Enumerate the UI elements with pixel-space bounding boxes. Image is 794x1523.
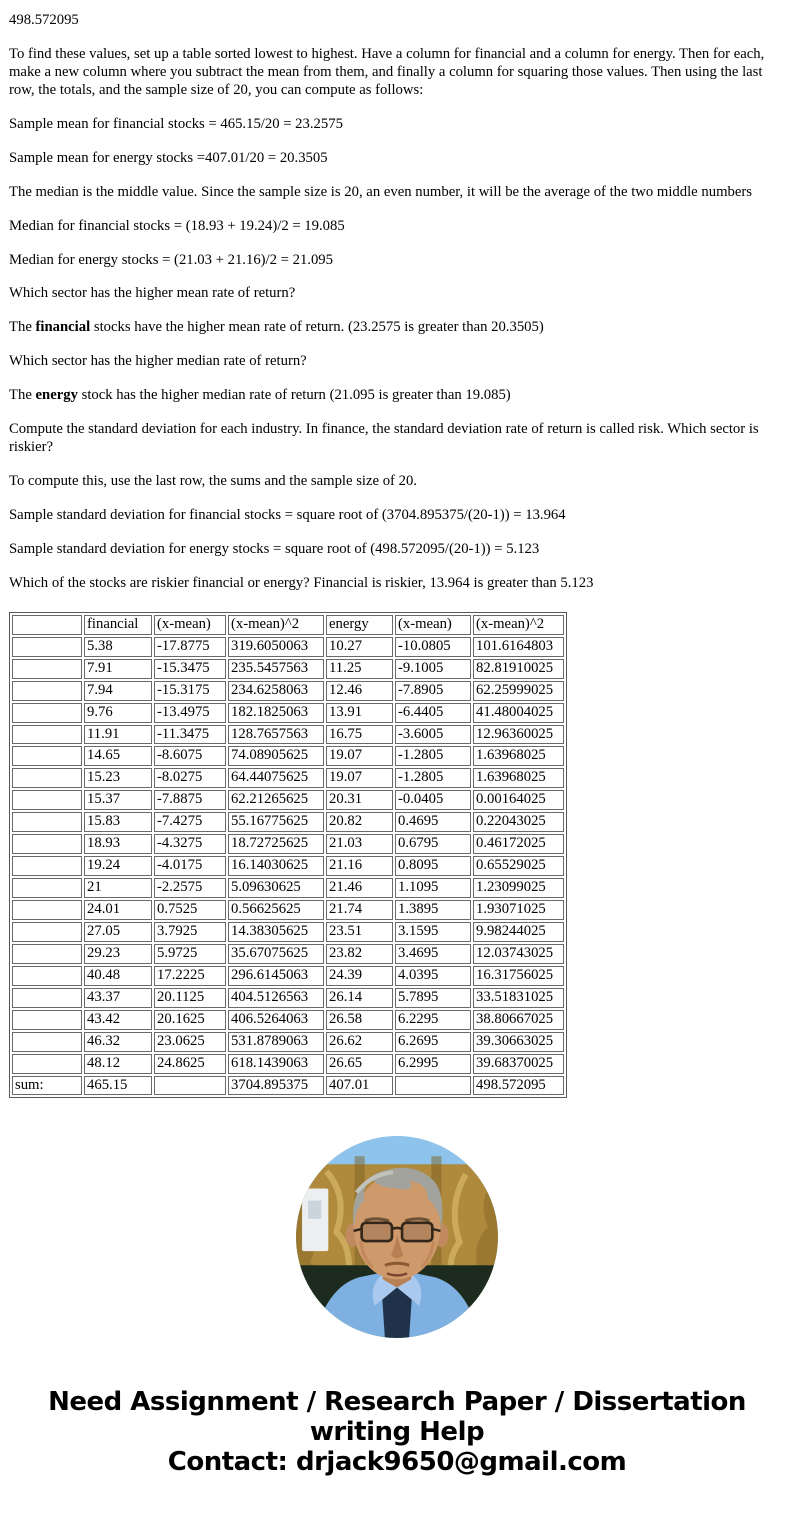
table-cell	[12, 659, 82, 679]
table-cell: 5.09630625	[228, 878, 324, 898]
sd-method-line: To compute this, use the last row, the sums and the sample size of 20.	[9, 473, 417, 490]
table-row	[12, 812, 564, 832]
table-cell: 55.16775625	[228, 812, 324, 832]
table-cell: 0.22043025	[473, 812, 564, 832]
table-cell: 15.83	[84, 812, 152, 832]
table-cell: 4.0395	[395, 966, 471, 986]
table-cell: 319.6050063	[228, 637, 324, 657]
table-cell: 11.91	[84, 725, 152, 745]
table-cell: 0.46172025	[473, 834, 564, 854]
mean-energy-line: Sample mean for energy stocks =407.01/20 = 20.3505	[9, 149, 328, 166]
table-cell: 1.3895	[395, 900, 471, 920]
table-cell: 9.98244025	[473, 922, 564, 942]
table-cell: 17.2225	[154, 966, 226, 986]
median-financial-line: Median for financial stocks = (18.93 + 19.24)/2 = 19.085	[9, 217, 345, 234]
table-row	[12, 988, 564, 1008]
table-cell: 6.2695	[395, 1032, 471, 1052]
table-cell: -9.1005	[395, 659, 471, 679]
table-cell: -15.3175	[154, 681, 226, 701]
table-cell: 64.44075625	[228, 768, 324, 788]
footer-contact-email: Contact: drjack9650@gmail.com	[167, 1447, 627, 1478]
table-cell: 235.5457563	[228, 659, 324, 679]
table-row	[12, 746, 564, 766]
question-mean-line: Which sector has the higher mean rate of return?	[9, 285, 296, 302]
sum-value-line: 498.572095	[9, 12, 79, 28]
table-cell: 406.5264063	[228, 1010, 324, 1030]
riskier-line: Which of the stocks are riskier financial or energy? Financial is riskier, 13.964 is greater than 5.123	[9, 574, 594, 591]
table-row	[12, 900, 564, 920]
table-cell: 43.37	[84, 988, 152, 1008]
table-cell: 19.07	[326, 746, 393, 766]
table-cell: 74.08905625	[228, 746, 324, 766]
stats-table	[9, 612, 567, 1099]
sd-explain-line: Compute the standard deviation for each industry. In finance, the standard deviation rate of return is called risk. Which sector is riskier?	[9, 421, 759, 456]
table-cell: -3.6005	[395, 725, 471, 745]
table-cell: 35.67075625	[228, 944, 324, 964]
table-cell: 1.23099025	[473, 878, 564, 898]
table-cell: 21.03	[326, 834, 393, 854]
table-cell	[12, 746, 82, 766]
table-cell: 6.2295	[395, 1010, 471, 1030]
instructor-photo	[296, 1136, 498, 1338]
table-cell	[12, 637, 82, 657]
table-cell: 5.38	[84, 637, 152, 657]
table-cell: 9.76	[84, 703, 152, 723]
column-header: (x-mean)	[154, 615, 226, 635]
table-cell: 18.93	[84, 834, 152, 854]
header-row	[12, 615, 564, 635]
footer-ad	[9, 1388, 785, 1478]
table-cell: 33.51831025	[473, 988, 564, 1008]
table-cell: 21.16	[326, 856, 393, 876]
mean-financial-line: Sample mean for financial stocks = 465.15/20 = 23.2575	[9, 115, 343, 132]
table-cell	[12, 878, 82, 898]
table-cell: 0.65529025	[473, 856, 564, 876]
table-row	[12, 703, 564, 723]
instructor-photo-illustration	[296, 1136, 498, 1338]
table-cell: 40.48	[84, 966, 152, 986]
table-cell: -1.2805	[395, 746, 471, 766]
table-cell: 296.6145063	[228, 966, 324, 986]
table-cell	[12, 681, 82, 701]
table-cell: 26.65	[326, 1054, 393, 1074]
column-header: energy	[326, 615, 393, 635]
table-cell: -4.3275	[154, 834, 226, 854]
table-row	[12, 834, 564, 854]
sum-cell: 465.15	[84, 1076, 152, 1096]
table-cell	[12, 703, 82, 723]
sum-cell	[154, 1076, 226, 1096]
table-cell: 43.42	[84, 1010, 152, 1030]
table-cell: 15.23	[84, 768, 152, 788]
table-cell: 19.07	[326, 768, 393, 788]
table-cell: 41.48004025	[473, 703, 564, 723]
paragraph-setup: To find these values, set up a table sorted lowest to highest. Have a column for financial and a column for energy. Then for each, make a new column where you subtract the mean from them, and finally a column for squaring those values. Then using the last row, the totals, and the sample size of 20, you can compute as follows:	[9, 45, 765, 98]
column-header	[12, 615, 82, 635]
table-cell: 24.8625	[154, 1054, 226, 1074]
table-cell: -7.4275	[154, 812, 226, 832]
answer-mean-bold: financial	[35, 319, 91, 336]
table-row	[12, 1010, 564, 1030]
table-row	[12, 878, 564, 898]
table-cell: 23.51	[326, 922, 393, 942]
table-cell	[12, 856, 82, 876]
sum-cell: 3704.895375	[228, 1076, 324, 1096]
table-cell: 27.05	[84, 922, 152, 942]
table-cell	[12, 966, 82, 986]
table-cell: 23.0625	[154, 1032, 226, 1052]
table-cell: 16.31756025	[473, 966, 564, 986]
sd-energy-line: Sample standard deviation for energy stocks = square root of (498.572095/(20-1)) = 5.123	[9, 540, 540, 557]
table-row	[12, 725, 564, 745]
sum-cell	[395, 1076, 471, 1096]
answer-mean-post: stocks have the higher mean rate of return. (23.2575 is greater than 20.3505)	[90, 319, 544, 336]
table-cell: -10.0805	[395, 637, 471, 657]
table-cell: 39.68370025	[473, 1054, 564, 1074]
sum-cell: sum:	[12, 1076, 82, 1096]
table-cell: 0.00164025	[473, 790, 564, 810]
table-row	[12, 944, 564, 964]
table-cell: 3.4695	[395, 944, 471, 964]
table-cell: -8.0275	[154, 768, 226, 788]
table-cell: 12.96360025	[473, 725, 564, 745]
table-cell: -0.0405	[395, 790, 471, 810]
table-cell: 0.4695	[395, 812, 471, 832]
table-row	[12, 1032, 564, 1052]
table-cell: 128.7657563	[228, 725, 324, 745]
table-cell: 62.25999025	[473, 681, 564, 701]
table-cell: 3.7925	[154, 922, 226, 942]
table-cell	[12, 812, 82, 832]
table-cell: -7.8875	[154, 790, 226, 810]
table-cell: 3.1595	[395, 922, 471, 942]
sum-cell: 407.01	[326, 1076, 393, 1096]
table-cell	[12, 922, 82, 942]
table-cell: -11.3475	[154, 725, 226, 745]
table-cell: -17.8775	[154, 637, 226, 657]
table-cell: -13.4975	[154, 703, 226, 723]
table-cell: 18.72725625	[228, 834, 324, 854]
table-cell: 5.7895	[395, 988, 471, 1008]
table-cell: 404.5126563	[228, 988, 324, 1008]
answer-median-bold: energy	[35, 387, 78, 404]
table-cell: 7.91	[84, 659, 152, 679]
table-cell: 7.94	[84, 681, 152, 701]
table-cell: 101.6164803	[473, 637, 564, 657]
table-cell: 24.39	[326, 966, 393, 986]
table-cell: 0.56625625	[228, 900, 324, 920]
stats-table-body	[12, 637, 564, 1096]
table-cell	[12, 1054, 82, 1074]
table-cell	[12, 725, 82, 745]
table-cell: 20.31	[326, 790, 393, 810]
column-header: (x-mean)^2	[228, 615, 324, 635]
table-cell: 19.24	[84, 856, 152, 876]
table-cell: 21.74	[326, 900, 393, 920]
table-cell: -7.8905	[395, 681, 471, 701]
table-row	[12, 659, 564, 679]
avatar-container	[9, 1136, 785, 1338]
table-cell: 29.23	[84, 944, 152, 964]
table-cell: 15.37	[84, 790, 152, 810]
table-cell: 1.63968025	[473, 768, 564, 788]
table-cell: 1.63968025	[473, 746, 564, 766]
table-cell: 0.6795	[395, 834, 471, 854]
table-row	[12, 966, 564, 986]
table-cell	[12, 988, 82, 1008]
table-row	[12, 1054, 564, 1074]
table-row	[12, 922, 564, 942]
sd-financial-line: Sample standard deviation for financial stocks = square root of (3704.895375/(20-1)) = 13.964	[9, 507, 566, 523]
table-row	[12, 637, 564, 657]
median-explain-line: The median is the middle value. Since the sample size is 20, an even number, it will be the average of the two middle numbers	[9, 183, 752, 200]
table-cell	[12, 1010, 82, 1030]
stats-table-head	[12, 615, 564, 635]
table-cell	[12, 944, 82, 964]
table-cell	[12, 834, 82, 854]
column-header: (x-mean)	[395, 615, 471, 635]
table-cell: 0.7525	[154, 900, 226, 920]
table-cell	[12, 790, 82, 810]
table-cell: 26.58	[326, 1010, 393, 1030]
table-cell: -4.0175	[154, 856, 226, 876]
table-cell: 82.81910025	[473, 659, 564, 679]
answer-median-line	[9, 387, 785, 405]
table-cell	[12, 900, 82, 920]
table-cell: 1.1095	[395, 878, 471, 898]
question-median-line: Which sector has the higher median rate of return?	[9, 353, 307, 370]
table-row	[12, 768, 564, 788]
table-cell: -8.6075	[154, 746, 226, 766]
column-header: financial	[84, 615, 152, 635]
table-cell: -6.4405	[395, 703, 471, 723]
table-cell: 21.46	[326, 878, 393, 898]
table-cell: 20.1625	[154, 1010, 226, 1030]
sum-row	[12, 1076, 564, 1096]
table-cell: 38.80667025	[473, 1010, 564, 1030]
table-cell: 16.75	[326, 725, 393, 745]
answer-mean-line	[9, 319, 785, 337]
table-cell: 13.91	[326, 703, 393, 723]
table-cell: 5.9725	[154, 944, 226, 964]
answer-median-post: stock has the higher median rate of return (21.095 is greater than 19.085)	[77, 387, 511, 404]
table-cell: -15.3475	[154, 659, 226, 679]
table-cell: 182.1825063	[228, 703, 324, 723]
table-cell: -1.2805	[395, 768, 471, 788]
table-cell: 39.30663025	[473, 1032, 564, 1052]
table-cell: 234.6258063	[228, 681, 324, 701]
sum-cell: 498.572095	[473, 1076, 564, 1096]
table-cell: 24.01	[84, 900, 152, 920]
footer-line-2: writing Help	[309, 1417, 485, 1448]
table-cell: 14.65	[84, 746, 152, 766]
table-cell: 23.82	[326, 944, 393, 964]
table-cell: 20.82	[326, 812, 393, 832]
table-cell: 46.32	[84, 1032, 152, 1052]
median-energy-line: Median for energy stocks = (21.03 + 21.16)/2 = 21.095	[9, 251, 333, 268]
table-cell	[12, 768, 82, 788]
answer-median-pre: The	[9, 387, 36, 404]
table-cell: 6.2995	[395, 1054, 471, 1074]
table-row	[12, 681, 564, 701]
table-cell: 21	[84, 878, 152, 898]
table-row	[12, 856, 564, 876]
table-cell: 12.46	[326, 681, 393, 701]
column-header: (x-mean)^2	[473, 615, 564, 635]
table-cell: 62.21265625	[228, 790, 324, 810]
answer-mean-pre: The	[9, 319, 36, 336]
table-cell: -2.2575	[154, 878, 226, 898]
table-cell: 10.27	[326, 637, 393, 657]
table-cell: 0.8095	[395, 856, 471, 876]
table-cell: 26.62	[326, 1032, 393, 1052]
table-cell: 618.1439063	[228, 1054, 324, 1074]
table-cell: 12.03743025	[473, 944, 564, 964]
table-cell: 14.38305625	[228, 922, 324, 942]
table-row	[12, 790, 564, 810]
table-cell: 48.12	[84, 1054, 152, 1074]
table-cell	[12, 1032, 82, 1052]
table-cell: 11.25	[326, 659, 393, 679]
footer-line-1: Need Assignment / Research Paper / Dissertation	[48, 1387, 746, 1418]
table-cell: 531.8789063	[228, 1032, 324, 1052]
table-cell: 26.14	[326, 988, 393, 1008]
table-cell: 16.14030625	[228, 856, 324, 876]
table-cell: 1.93071025	[473, 900, 564, 920]
table-cell: 20.1125	[154, 988, 226, 1008]
